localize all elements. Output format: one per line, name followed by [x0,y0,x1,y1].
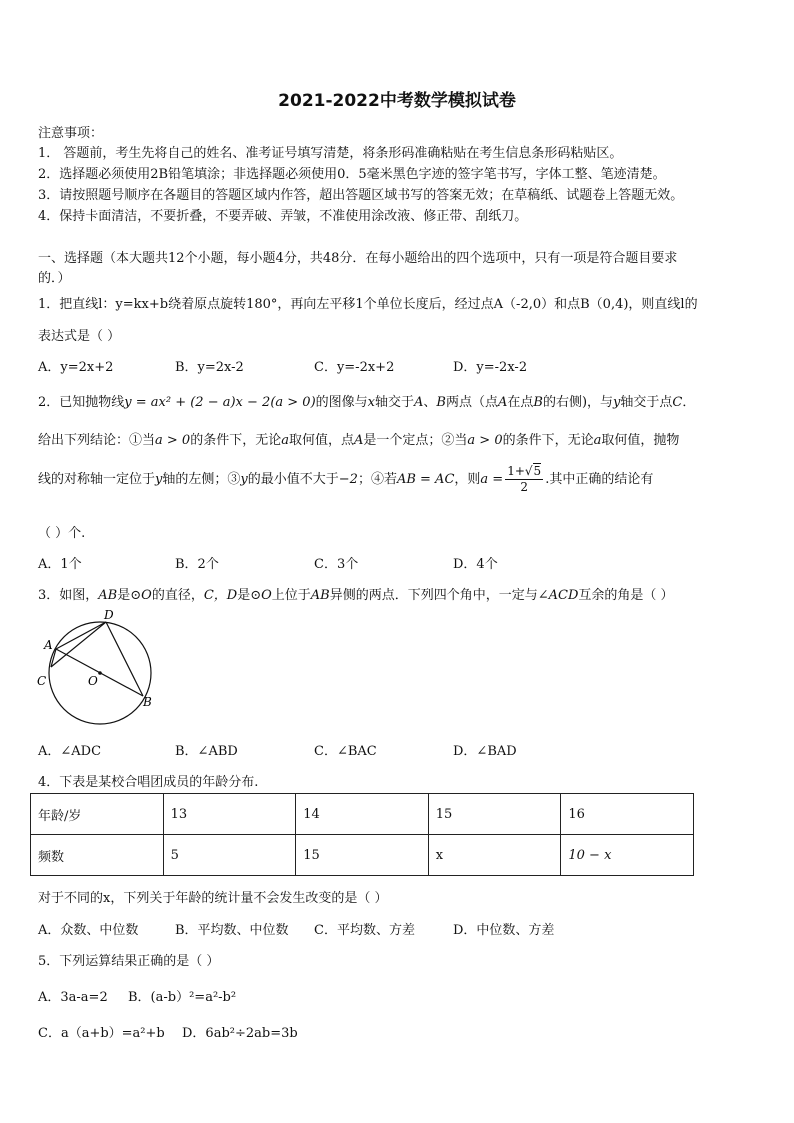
q3-math: C，D [203,588,238,603]
q2-text: 是一个定点；②当 [363,433,468,448]
notice-item-3: 3．请按照题号顺序在各题目的答题区域内作答，超出答题区域书写的答案无效；在草稿纸、试题卷上答题无效。 [38,188,684,203]
q1-option-d: D．y=-2x-2 [453,360,528,375]
q2-math: y [240,472,248,487]
q4-question: 对于不同的x，下列关于年龄的统计量不会发生改变的是（ ） [38,891,388,906]
q2-math: a > 0 [467,433,503,448]
table-cell: 13 [163,794,296,835]
q4-option-c: C．平均数、方差 [314,923,415,938]
q2-math: y [613,395,621,410]
q2-text: ． [682,395,696,410]
q3-text: 是⊙ [117,588,142,603]
q2-option-c: C．3个 [314,557,359,572]
q3-label-o: O [88,674,98,688]
q1-option-c: C．y=-2x+2 [314,360,395,375]
q2-text: 在点 [507,395,534,410]
q2-text: 线的对称轴一定位于 [38,472,156,487]
q4-intro: 4．下表是某校合唱团成员的年龄分布. [38,775,259,790]
q2-text: 取何值，抛物 [601,433,680,448]
q3-option-b: B．∠ABD [175,744,238,759]
table-row [31,835,694,876]
q2-text: 2．已知抛物线 [38,395,125,410]
notice-item-4: 4．保持卡面清洁，不要折叠，不要弄破、弄皱，不准使用涂改液、修正带、刮纸刀。 [38,209,528,224]
q2-fraction-den: 2 [520,480,528,494]
q2-math: a = [480,472,504,487]
q2-math: a > 0 [155,433,191,448]
q2-fraction-num: 1+ [507,464,525,478]
q2-math: A [354,433,364,448]
q2-option-b: B．2个 [175,557,219,572]
q2-text: 给出下列结论：①当 [38,433,156,448]
table-cell: 14 [296,794,429,835]
q3-text: 3．如图， [38,588,99,603]
q2-fraction: $\frac{1+√5}{2}$ [507,464,542,494]
q2-math: A [498,395,508,410]
q3-label-a: A [44,638,53,652]
q2-text: 轴交于 [375,395,415,410]
q2-math: −2 [338,472,358,487]
q2-parabola-equation: y = ax² + (2 − a)x − 2(a > 0) [124,395,316,410]
q5-option-a: A．3a-a=2 [38,990,108,1005]
q2-option-a: A．1个 [38,557,82,572]
q3-circle-figure [30,605,160,730]
q2-text: 的最小值不大于 [247,472,339,487]
q2-text: 的条件下，无论 [190,433,282,448]
q3-math: ACD [548,588,579,603]
q2-math: a [593,433,602,448]
q3-math: O [141,588,152,603]
q2-text: 取何值，点 [288,433,354,448]
q3-label-d: D [104,608,114,622]
notice-heading: 注意事项： [38,126,104,141]
q3-math: AB [310,588,330,603]
q1-option-b: B．y=2x-2 [175,360,244,375]
q2-text: 轴的左侧；③ [162,472,241,487]
q3-center-point [98,671,102,675]
q2-stem-line3 [38,464,653,495]
q3-chord-db [106,622,143,696]
q2-math: B [436,395,446,410]
q3-chord-cd [51,622,106,667]
q2-math: A [414,395,424,410]
q5-option-d: D．6ab²÷2ab=3b [182,1026,298,1041]
q3-stem [38,584,674,603]
q5-option-c: C．a（a+b）=a²+b [38,1026,165,1041]
q5-option-b: B．(a-b）²=a²-b² [128,990,237,1005]
q2-text: 的条件下，无论 [502,433,594,448]
q3-option-a: A．∠ADC [38,744,102,759]
table-cell: 年龄/岁 [31,794,164,835]
q2-math: a [281,433,289,448]
q1-option-a: A．y=2x+2 [38,360,114,375]
table-row [31,794,694,835]
q2-text: 的图像与 [315,395,368,410]
section-heading-line1: 一、选择题（本大题共12个小题，每小题4分，共48分．在每小题给出的四个选项中，只有一项是符合题目要求 [38,251,678,266]
table-cell: x [428,835,561,876]
q4-option-a: A．众数、中位数 [38,923,139,938]
table-cell: 15 [428,794,561,835]
q4-option-d: D．中位数、方差 [453,923,555,938]
q2-text: 的右侧)，与 [542,395,614,410]
section-heading-line2: 的．） [38,271,71,286]
page-title: 2021-2022中考数学模拟试卷 [278,91,516,111]
q2-text: 、 [423,395,437,410]
age-distribution-table [30,793,694,876]
q1-stem-line1: 1．把直线l：y=kx+b绕着原点旋转180°，再向左平移1个单位长度后，经过点A（-2,0）和点B（0,4)，则直线l的 [38,297,698,312]
q5-question: 5．下列运算结果正确的是（ ） [38,954,220,969]
q3-label-b: B [143,695,152,709]
q2-text: .其中正确的结论有 [545,472,654,487]
table-cell: 频数 [31,835,164,876]
table-cell: 15 [296,835,429,876]
q3-text: 的直径， [151,588,204,603]
q2-text: ；④若 [357,472,397,487]
q2-math: B [533,395,543,410]
q2-option-d: D．4个 [453,557,498,572]
q3-text: 异侧的两点．下列四个角中，一定与∠ [329,588,549,603]
q3-text: 上位于 [271,588,311,603]
q1-stem-line2: 表达式是（ ） [38,329,121,344]
q4-option-b: B．平均数、中位数 [175,923,289,938]
q3-text: 是⊙ [237,588,262,603]
q2-math: y [155,472,163,487]
q2-math: x [367,395,375,410]
q3-option-d: D．∠BAD [453,744,517,759]
q2-stem-line2 [38,429,679,448]
q2-math: AB = AC [396,472,455,487]
q2-math: C [672,395,683,410]
q2-stem-line1 [38,391,695,410]
q2-fraction-radicand: 5 [533,464,542,478]
q2-stem-line4: （ ）个. [38,526,86,541]
table-cell: 5 [163,835,296,876]
q3-math: AB [98,588,118,603]
notice-item-2: 2．选择题必须使用2B铅笔填涂；非选择题必须使用0．5毫米黑色字迹的签字笔书写，字体工整、笔迹清楚。 [38,167,666,182]
q3-math: O [261,588,272,603]
q3-label-c: C [37,674,47,688]
table-cell: 16 [561,794,694,835]
q2-text: 轴交于点 [620,395,673,410]
q2-text: ，则 [454,472,481,487]
table-cell: 10 − x [561,835,694,876]
q3-option-c: C．∠BAC [314,744,377,759]
q2-text: 两点（点 [445,395,498,410]
notice-item-1: 1． 答题前，考生先将自己的姓名、准考证号填写清楚，将条形码准确粘贴在考生信息条形码粘贴区。 [38,146,623,161]
q3-text: 互余的角是（ ） [578,588,674,603]
